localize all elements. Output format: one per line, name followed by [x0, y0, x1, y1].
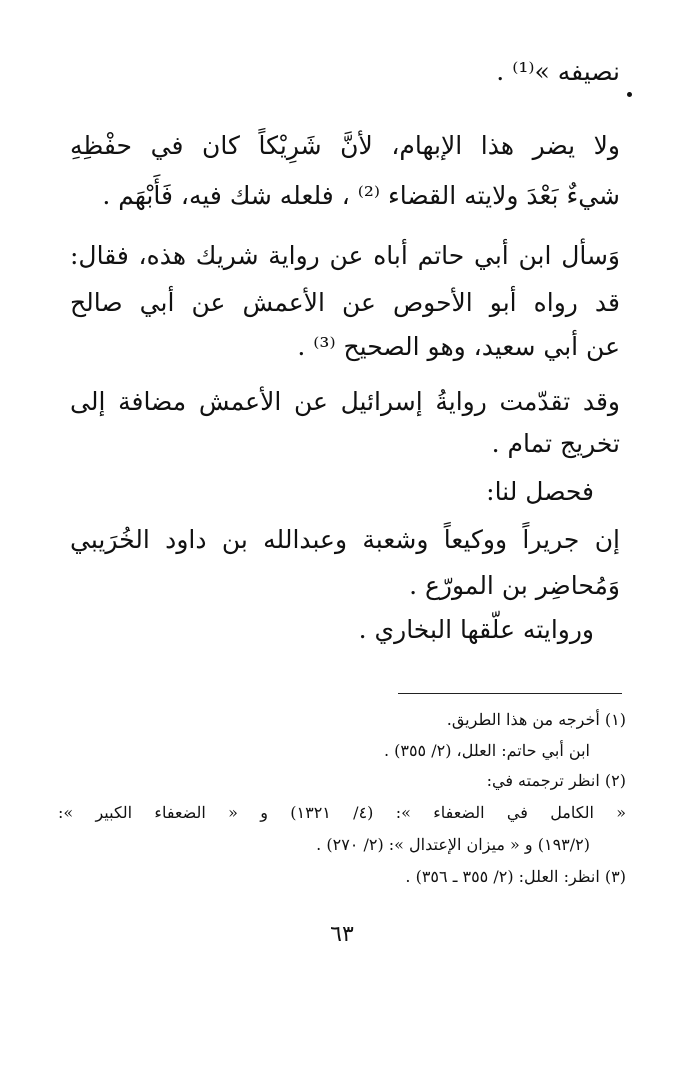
body-line-10: إن جريراً ووكيعاً وشعبة وعبدالله بن داود الخُرَيبي [70, 525, 620, 554]
footnote-line-2: ابن أبي حاتم: العلل، (٢/ ٣٥٥) . [383, 741, 590, 760]
footnote-line-3: (٢) انظر ترجمته في: [486, 771, 626, 790]
body-line-6: عن أبي سعيد، وهو الصحيح ⁽³⁾ . [297, 332, 620, 361]
footnote-line-6: (٣) انظر: العلل: (٢/ ٣٥٥ ـ ٣٥٦) . [405, 867, 626, 886]
body-line-9: فحصل لنا: [486, 477, 594, 506]
footnote-separator [398, 693, 622, 694]
body-line-5: قد رواه أبو الأحوص عن الأعمش عن أبي صالح [70, 288, 620, 317]
body-line-2: ولا يضر هذا الإبهام، لأنَّ شَرِيْكاً كان في حفْظِهِ [70, 131, 620, 160]
body-line-11: وَمُحاضِر بن المورّع . [409, 571, 620, 600]
body-line-4: وَسأل ابن أبي حاتم أباه عن رواية شريك هذه، فقال: [70, 241, 620, 270]
body-line-1: نصيفه »⁽¹⁾ . [496, 57, 620, 86]
footnote-line-4: « الكامل في الضعفاء »: (٤/ ١٣٢١) و « الضعفاء الكبير »: [58, 803, 627, 822]
footnote-line-1: (١) أخرجه من هذا الطريق. [446, 710, 626, 729]
body-line-12: وروايته علّقها البخاري . [358, 615, 594, 644]
page-number: ٦٣ [330, 922, 354, 947]
footnote-line-5: (١٩٣/٢) و « ميزان الإعتدال »: (٢/ ٢٧٠) . [316, 835, 590, 854]
body-line-7: وقد تقدّمت روايةُ إسرائيل عن الأعمش مضافة إلى [70, 387, 620, 416]
body-line-3: شيءٌ بَعْدَ ولايته القضاء ⁽²⁾ ، فلعله شك فيه، فَأَبْهَم . [102, 181, 620, 210]
margin-dot [627, 92, 632, 97]
body-line-8: تخريج تمام . [491, 429, 620, 458]
